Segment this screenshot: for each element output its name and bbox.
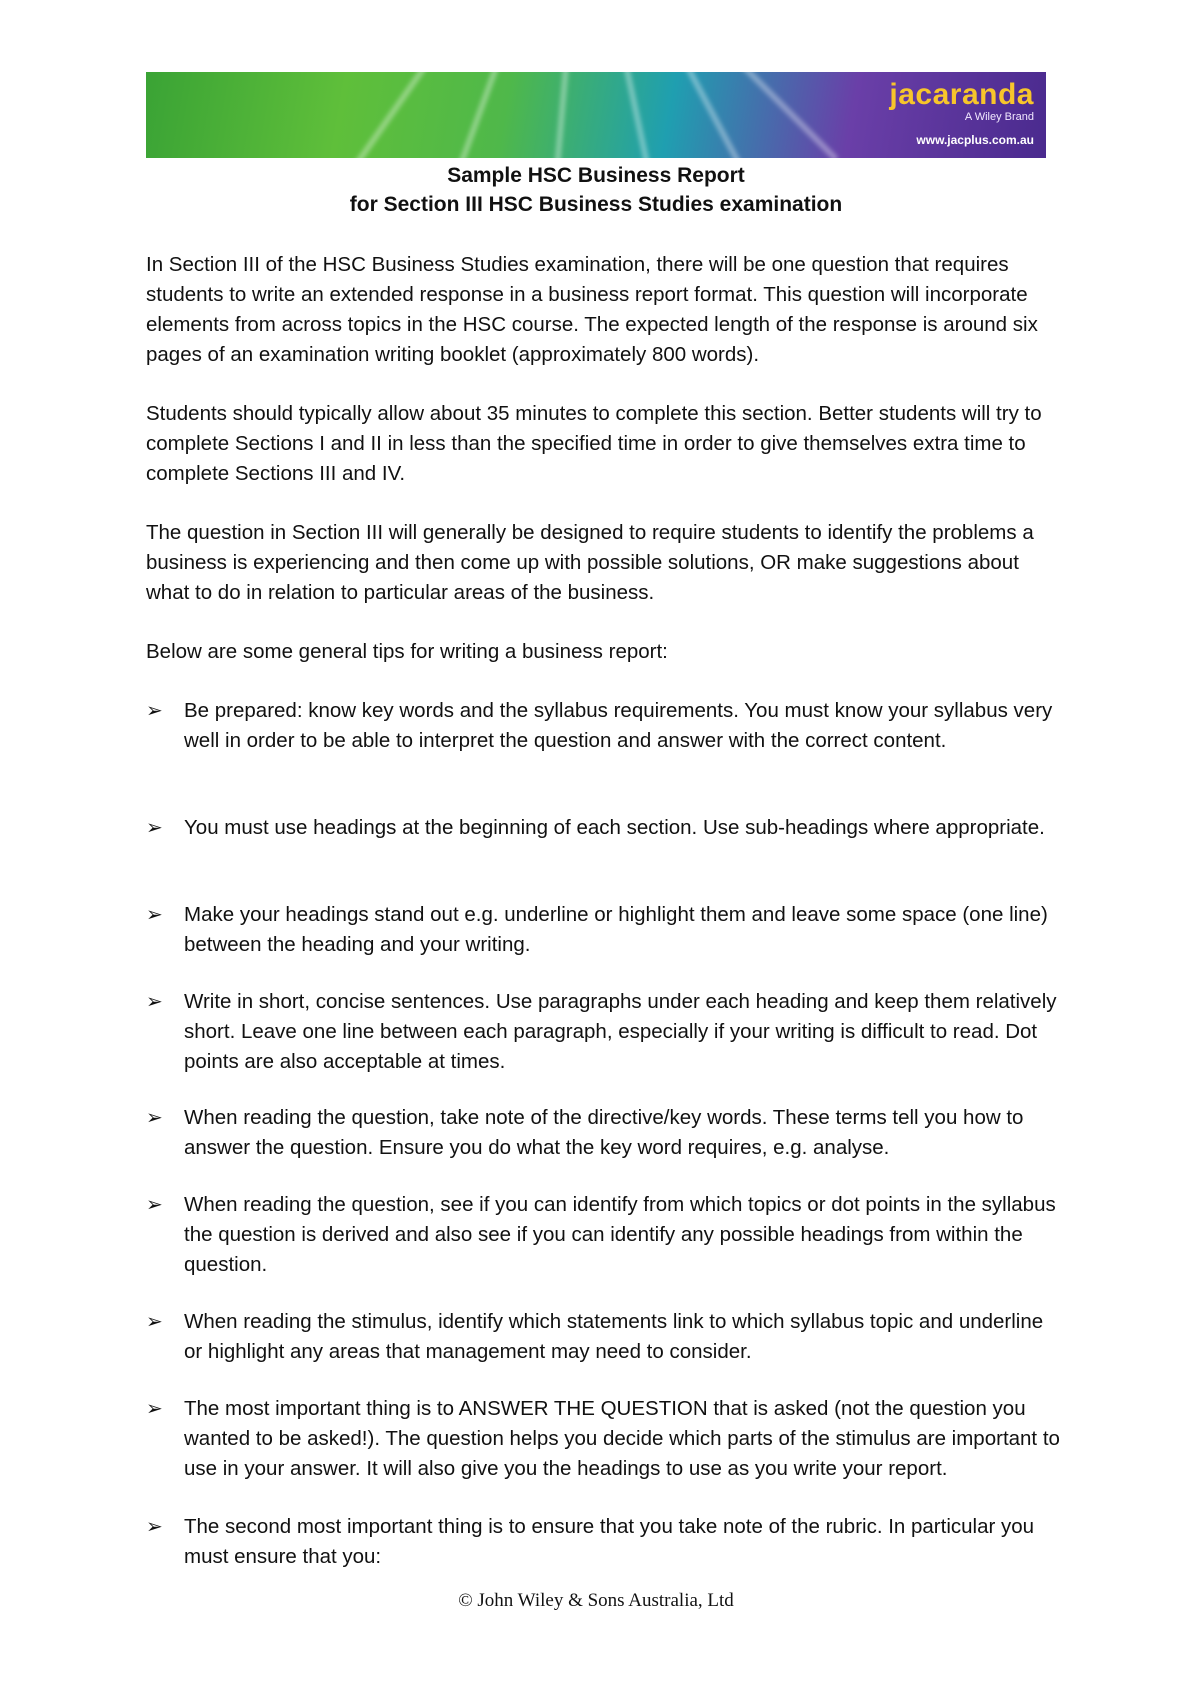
tip-item bbox=[146, 1307, 1066, 1367]
tips-intro: Below are some general tips for writing a business report: bbox=[146, 640, 668, 663]
tip-text: The second most important thing is to ensure that you take note of the rubric. In particular you must ensure that you: bbox=[184, 1515, 1035, 1568]
tip-text: When reading the question, take note of the directive/key words. These terms tell you how to answer the question. Ensure you do what the key word requires, e.g. analyse. bbox=[184, 1106, 1024, 1159]
arrow-bullet-icon: ➢ bbox=[146, 1516, 163, 1538]
tip-text: Be prepared: know key words and the syllabus requirements. You must know your syllabus very well in order to be able to interpret the question and answer with the correct content. bbox=[184, 699, 1053, 752]
jacaranda-logo bbox=[889, 80, 1034, 148]
question-paragraph: The question in Section III will generally be designed to require students to identify the problems a business is experiencing and then come up with possible solutions, OR make suggestions about what to do in relation to particular areas of the business. bbox=[146, 521, 1034, 604]
tip-item bbox=[146, 1103, 1066, 1163]
brand-tagline: A Wiley Brand bbox=[964, 111, 1034, 123]
arrow-bullet-icon: ➢ bbox=[146, 991, 163, 1013]
timing-paragraph: Students should typically allow about 35 minutes to complete this section. Better students will try to complete Sections I and II in less than the specified time in order to give themselves extra time to complete Sections III and IV. bbox=[146, 402, 1042, 485]
arrow-bullet-icon: ➢ bbox=[146, 700, 163, 722]
tip-item bbox=[146, 900, 1066, 960]
copyright-footer: © John Wiley & Sons Australia, Ltd bbox=[458, 1590, 734, 1611]
tip-text: When reading the question, see if you can identify from which topics or dot points in the syllabus the question is derived and also see if you can identify any possible headings from within the question. bbox=[184, 1193, 1056, 1276]
arrow-bullet-icon: ➢ bbox=[146, 1311, 163, 1333]
arrow-bullet-icon: ➢ bbox=[146, 904, 163, 926]
header-banner bbox=[146, 72, 1046, 158]
document-title: Sample HSC Business Report bbox=[447, 164, 745, 187]
arrow-bullet-icon: ➢ bbox=[146, 1398, 163, 1420]
tip-item bbox=[146, 1190, 1066, 1280]
brand-url: www.jacplus.com.au bbox=[916, 133, 1034, 147]
arrow-bullet-icon: ➢ bbox=[146, 1194, 163, 1216]
brand-name: jacaranda bbox=[889, 78, 1034, 111]
arrow-bullet-icon: ➢ bbox=[146, 817, 163, 839]
arrow-bullet-icon: ➢ bbox=[146, 1107, 163, 1129]
tip-item bbox=[146, 813, 1066, 843]
tip-text: Make your headings stand out e.g. underline or highlight them and leave some space (one line) between the heading and your writing. bbox=[184, 903, 1048, 956]
tip-text: You must use headings at the beginning of each section. Use sub-headings where appropriate. bbox=[184, 816, 1045, 839]
document-subtitle: for Section III HSC Business Studies examination bbox=[349, 193, 843, 216]
tip-item bbox=[146, 1512, 1066, 1572]
tip-item bbox=[146, 1394, 1066, 1484]
tip-item bbox=[146, 696, 1066, 756]
tip-text: Write in short, concise sentences. Use paragraphs under each heading and keep them relatively short. Leave one line between each paragraph, especially if your writing is difficult to read. Dot points are also acceptable at times. bbox=[184, 990, 1057, 1073]
tip-text: When reading the stimulus, identify which statements link to which syllabus topic and underline or highlight any areas that management may need to consider. bbox=[184, 1310, 1044, 1363]
tip-item bbox=[146, 987, 1066, 1077]
tip-text: The most important thing is to ANSWER THE QUESTION that is asked (not the question you wanted to be asked!). The question helps you decide which parts of the stimulus are important to use in your answer. It will also give you the headings to use as you write your report. bbox=[184, 1397, 1060, 1480]
intro-paragraph: In Section III of the HSC Business Studies examination, there will be one question that requires students to write an extended response in a business report format. This question will incorporate elements from across topics in the HSC course. The expected length of the response is around six pages of an examination writing booklet (approximately 800 words). bbox=[146, 253, 1038, 366]
